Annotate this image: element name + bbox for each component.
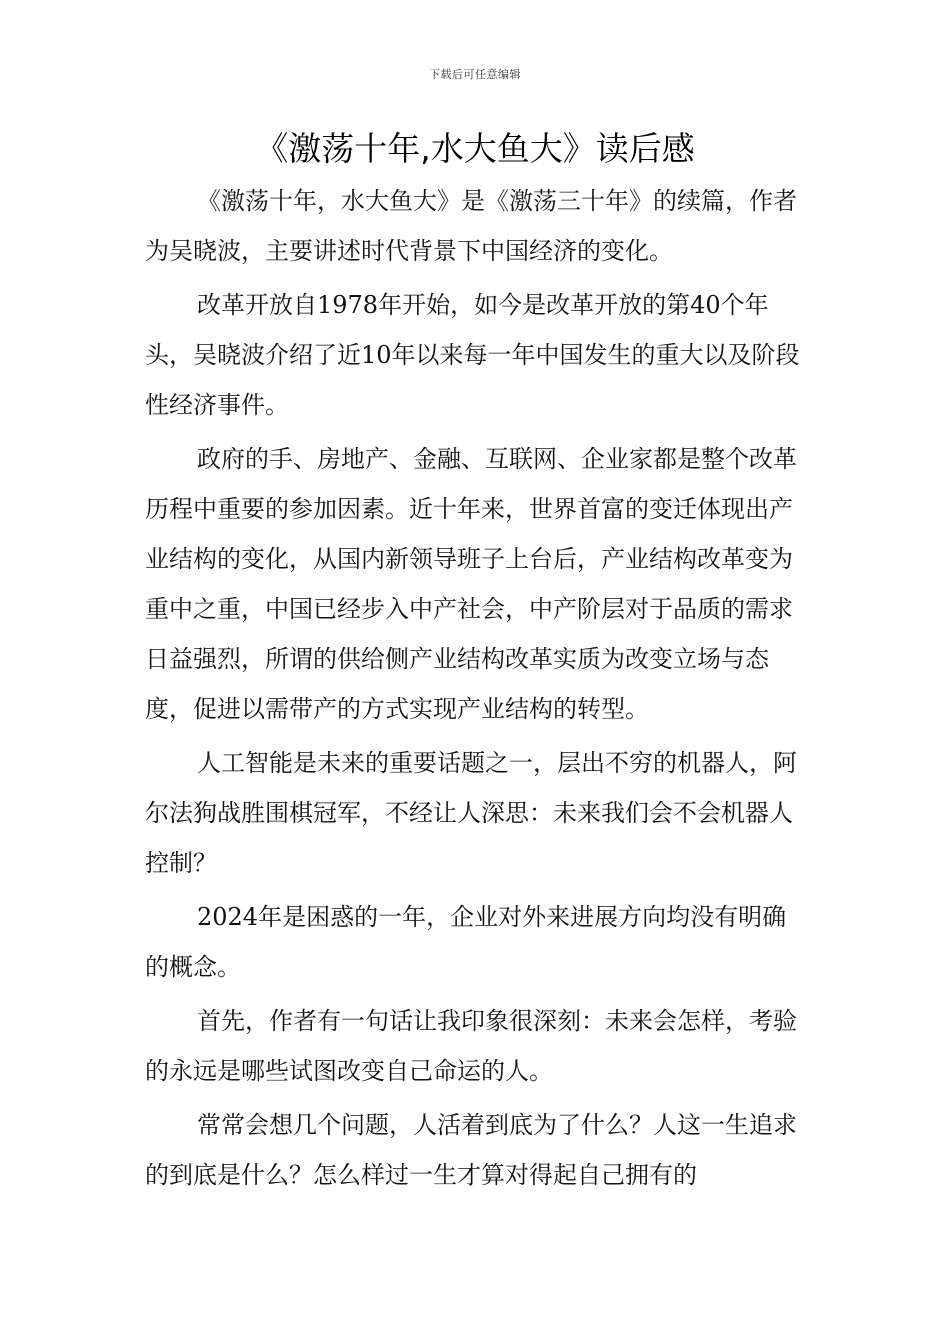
document-body [145, 176, 810, 1204]
paragraph: 常常会想几个问题，人活着到底为了什么？人这一生追求的到底是什么？怎么样过一生才算对得起自己拥有的 [145, 1111, 797, 1189]
paragraph: 2024年是困惑的一年，企业对外来进展方向均没有明确的概念。 [145, 903, 787, 981]
header-note: 下载后可任意编辑 [429, 68, 521, 81]
paragraph: 《激荡十年，水大鱼大》是《激荡三十年》的续篇，作者为吴晓波，主要讲述时代背景下中国经济的变化。 [145, 187, 797, 265]
paragraph: 人工智能是未来的重要话题之一，层出不穷的机器人，阿尔法狗战胜围棋冠军，不经让人深思：未来我们会不会机器人控制？ [145, 749, 797, 877]
paragraph: 改革开放自1978年开始，如今是改革开放的第40个年头，吴晓波介绍了近10年以来每一年中国发生的重大以及阶段性经济事件。 [145, 291, 800, 419]
paragraph: 政府的手、房地产、金融、互联网、企业家都是整个改革历程中重要的参加因素。近十年来，世界首富的变迁体现出产业结构的变化，从国内新领导班子上台后，产业结构改革变为重中之重，中国已经步入中产社会，中产阶层对于品质的需求日益强烈，所谓的供给侧产业结构改革实质为改变立场与态度，促进以需带产的方式实现产业结构的转型。 [145, 445, 797, 723]
paragraph: 首先，作者有一句话让我印象很深刻：未来会怎样，考验的永远是哪些试图改变自己命运的人。 [145, 1007, 797, 1085]
document-title: 《激荡十年,水大鱼大》读后感 [255, 129, 695, 168]
